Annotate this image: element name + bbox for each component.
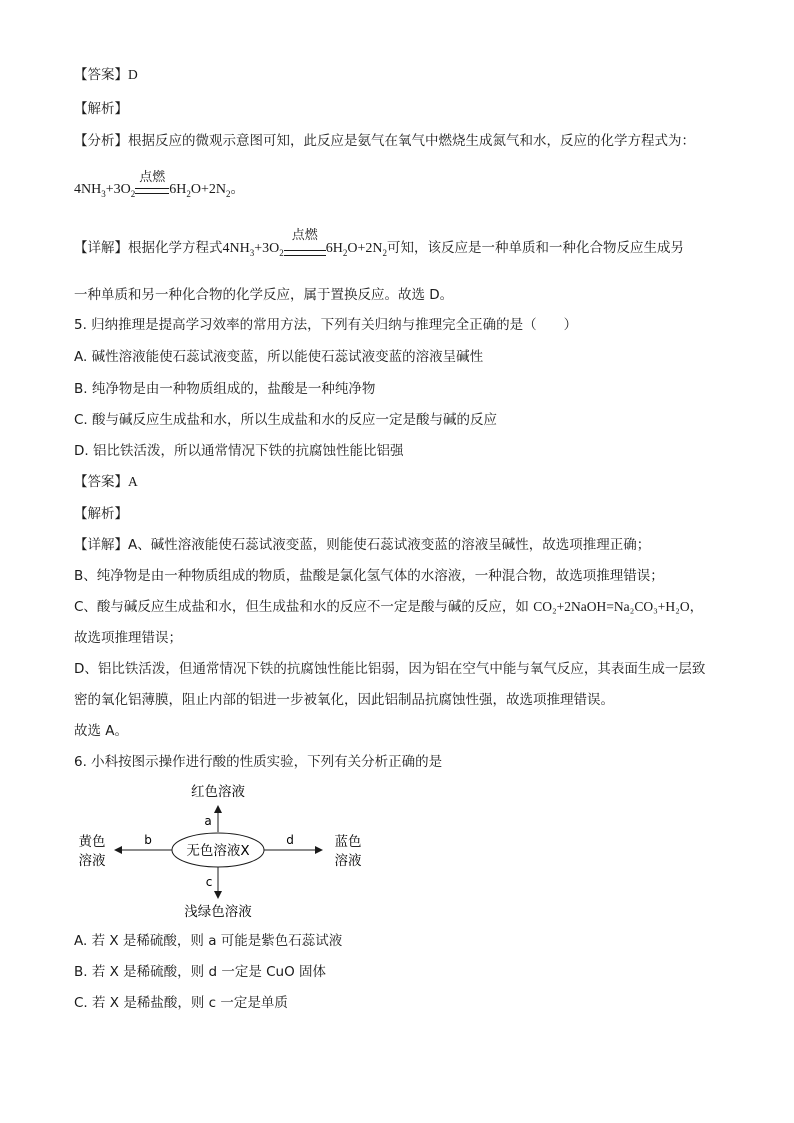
- answer-tag: 【答案】: [74, 67, 128, 83]
- q5-detail-d-line1: D、铝比铁活泼，但通常情况下铁的抗腐蚀性能比铝弱，因为铝在空气中能与氧气反应，其表面生成一层致: [74, 661, 706, 677]
- xiangjie-line2: 一种单质和另一种化合物的化学反应，属于置换反应。故选 D。: [74, 287, 454, 303]
- fenxi-text: 根据反应的微观示意图可知，此反应是氨气在氧气中燃烧生成氮气和水，反应的化学方程式为：: [128, 133, 695, 149]
- answer-value: D: [128, 67, 138, 82]
- q5-option-d: D. 铝比铁活泼，所以通常情况下铁的抗腐蚀性能比铝强: [74, 443, 404, 459]
- xiangjie-line: 【详解】根据化学方程式$4NH_3+3O_2$ 点燃 $6H_2O+2N_2$可知，该反应是一种单质和一种化合物反应生成另: [74, 227, 684, 258]
- fenxi-tag: 【分析】: [74, 133, 128, 149]
- q6-option-b: B. 若 X 是稀硫酸，则 d 一定是 CuO 固体: [74, 964, 327, 980]
- q5-analysis-tag: 【解析】: [74, 506, 128, 522]
- q6-option-c: C. 若 X 是稀盐酸，则 c 一定是单质: [74, 995, 288, 1011]
- arrow-label-a: a: [204, 814, 212, 828]
- arrow-label-c: c: [205, 875, 213, 889]
- center-solution-label: 无色溶液X: [186, 843, 250, 859]
- arrow-label-d: d: [286, 833, 294, 847]
- right-solution-label-2: 溶液: [334, 853, 362, 869]
- question-6: 6. 小科按图示操作进行酸的性质实验，下列有关分析正确的是: [74, 754, 443, 770]
- answer-line: [74, 66, 138, 84]
- left-solution-label-2: 溶液: [78, 853, 106, 869]
- q5-option-b: B. 纯净物是由一种物质组成的，盐酸是一种纯净物: [74, 381, 376, 397]
- q5-detail-a: 【详解】A、碱性溶液能使石蕊试液变蓝，则能使石蕊试液变蓝的溶液呈碱性，故选项推理正确；: [74, 537, 651, 553]
- top-solution-label: 红色溶液: [191, 784, 245, 800]
- q6-option-a: A. 若 X 是稀硫酸，则 a 可能是紫色石蕊试液: [74, 933, 343, 949]
- q5-detail-c: C、酸与碱反应生成盐和水，但生成盐和水的反应不一定是酸与碱的反应，如 CO₂+2NaOH=Na₂CO₃+H₂O，: [74, 599, 704, 615]
- q5-detail-c-line2: 故选项推理错误；: [74, 630, 182, 646]
- q5-detail-b: B、纯净物是由一种物质组成的物质，盐酸是氯化氢气体的水溶液，一种混合物，故选项推理错误；: [74, 568, 664, 584]
- q5-conclusion: 故选 A。: [74, 723, 129, 739]
- bottom-solution-label: 浅绿色溶液: [184, 904, 252, 920]
- q5-option-a: A. 碱性溶液能使石蕊试液变蓝，所以能使石蕊试液变蓝的溶液呈碱性: [74, 349, 484, 365]
- arrow-label-b: b: [144, 833, 152, 847]
- chem-equation: $4NH_3+3O_2$ 点燃 $6H_2O+2N_2$。: [74, 169, 245, 199]
- fenxi-line: [74, 132, 695, 150]
- q5-detail-d-line2: 密的氧化铝薄膜，阻止内部的铝进一步被氧化，因此铝制品抗腐蚀性强，故选项推理错误。: [74, 692, 614, 708]
- chem-equation-inline: $4NH_3+3O_2$ 点燃 $6H_2O+2N_2$: [222, 227, 387, 258]
- q5-option-c: C. 酸与碱反应生成盐和水，所以生成盐和水的反应一定是酸与碱的反应: [74, 412, 498, 428]
- left-solution-label-1: 黄色: [78, 834, 106, 850]
- question-5: 5. 归纳推理是提高学习效率的常用方法，下列有关归纳与推理完全正确的是（ ）: [74, 317, 578, 333]
- reaction-condition: 点燃: [135, 183, 169, 199]
- analysis-tag: 【解析】: [74, 101, 128, 117]
- experiment-diagram: [60, 780, 390, 925]
- right-solution-label-1: 蓝色: [334, 834, 362, 850]
- q5-answer-line: 【答案】A: [74, 474, 138, 490]
